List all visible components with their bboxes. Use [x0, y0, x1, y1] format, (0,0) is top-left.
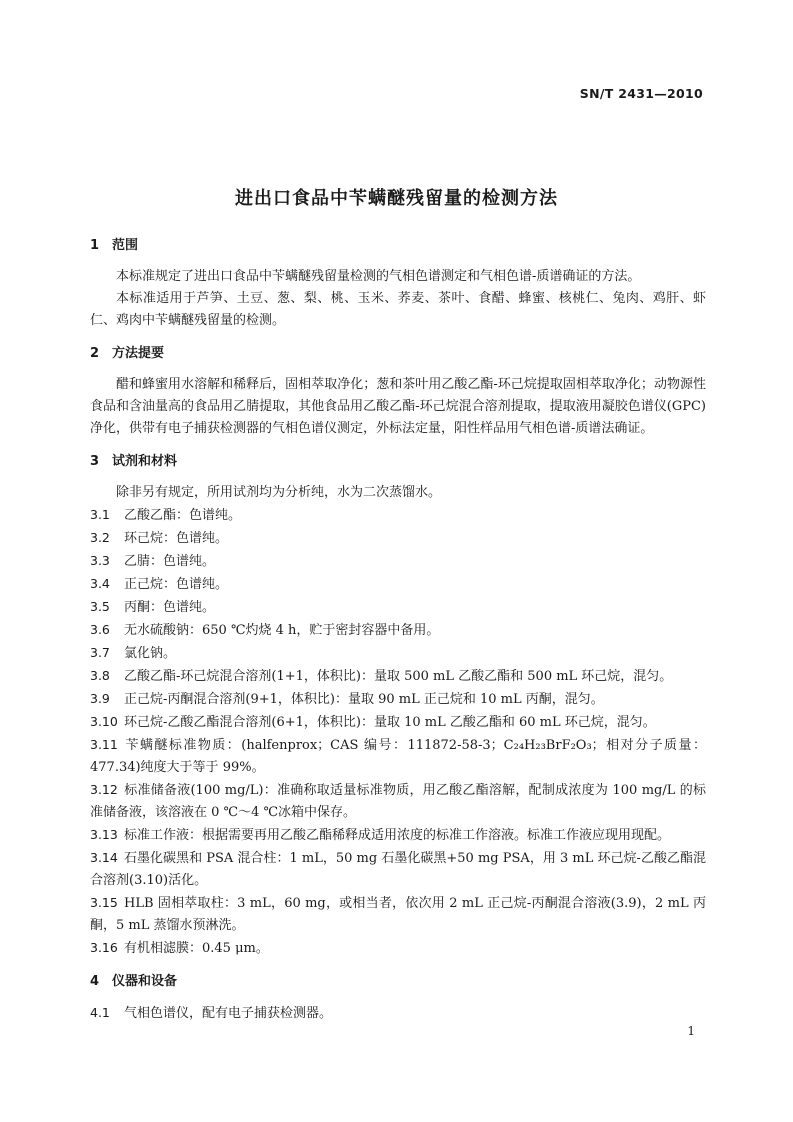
section-number: 4 [90, 974, 100, 989]
item-text: 无水硫酸钠：650 ℃灼烧 4 h，贮于密封容器中备用。 [124, 623, 440, 638]
item-text: 石墨化碳黑和 PSA 混合柱：1 mL，50 mg 石墨化碳黑+50 mg PSA，用 3 mL 环己烷-乙酸乙酯混合溶剂(3.10)活化。 [90, 851, 706, 888]
list-item [90, 779, 706, 824]
section-paragraph: 本标准适用于芦笋、土豆、葱、梨、桃、玉米、荞麦、茶叶、食醋、蜂蜜、核桃仁、兔肉、鸡肝、虾仁、鸡肉中苄螨醚残留量的检测。 [90, 291, 706, 328]
section-title: 方法提要 [112, 346, 165, 361]
item-text: 标准储备液(100 mg/L)：准确称取适量标准物质，用乙酸乙酯溶解，配制成浓度为 100 mg/L 的标准储备液，该溶液在 0 ℃～4 ℃冰箱中保存。 [90, 783, 706, 820]
section-1-heading [90, 236, 706, 256]
item-number: 3.4 [90, 576, 110, 591]
page-number: 1 [687, 1024, 695, 1038]
item-text: 乙酸乙酯-环己烷混合溶剂(1+1，体积比)：量取 500 mL 乙酸乙酯和 500 mL 环己烷，混匀。 [124, 669, 673, 684]
item-number: 3.10 [90, 714, 118, 729]
item-text: HLB 固相萃取柱：3 mL，60 mg，或相当者，依次用 2 mL 正己烷-丙酮混合溶液(3.9)，2 mL 丙酮，5 mL 蒸馏水预淋洗。 [90, 896, 706, 933]
item-number: 3.5 [90, 599, 110, 614]
section-title: 仪器和设备 [112, 974, 178, 989]
item-text: 乙酸乙酯：色谱纯。 [124, 508, 242, 523]
item-number: 3.14 [90, 850, 118, 865]
item-text: 丙酮：色谱纯。 [124, 600, 216, 615]
item-text: 正己烷：色谱纯。 [124, 577, 229, 592]
item-text: 环己烷：色谱纯。 [124, 531, 229, 546]
item-number: 3.9 [90, 691, 110, 706]
list-item [90, 937, 706, 960]
section-number: 3 [90, 454, 100, 469]
item-text: 氯化钠。 [124, 646, 177, 661]
item-number: 3.8 [90, 668, 110, 683]
item-number: 3.2 [90, 530, 110, 545]
list-item [90, 688, 706, 711]
list-item [90, 619, 706, 642]
item-text: 有机相滤膜：0.45 μm。 [124, 941, 269, 956]
list-item [90, 596, 706, 619]
item-number: 3.13 [90, 827, 118, 842]
section-3-heading [90, 452, 706, 472]
section-title: 试剂和材料 [112, 454, 178, 469]
item-number: 4.1 [90, 1005, 110, 1020]
list-item [90, 527, 706, 550]
item-text: 环己烷-乙酸乙酯混合溶剂(6+1，体积比)：量取 10 mL 乙酸乙酯和 60 mL 环己烷，混匀。 [124, 715, 656, 730]
item-text: 标准工作液：根据需要再用乙酸乙酯稀释成适用浓度的标准工作溶液。标准工作液应现用现配。 [124, 828, 671, 843]
section-paragraph: 本标准规定了进出口食品中苄螨醚残留量检测的气相色谱测定和气相色谱-质谱确证的方法。 [116, 269, 641, 284]
item-number: 3.15 [90, 895, 118, 910]
section-paragraph: 醋和蜂蜜用水溶解和稀释后，固相萃取净化；葱和茶叶用乙酸乙酯-环己烷提取固相萃取净化；动物源性食品和含油量高的食品用乙腈提取，其他食品用乙酸乙酯-环己烷混合溶剂提取，提取液用凝胶色谱仪(GPC)净化，供带有电子捕获检测器的气相色谱仪测定，外标法定量，阳性样品用气相色谱-质谱法确证。 [90, 377, 706, 436]
section-intro: 除非另有规定，所用试剂均为分析纯，水为二次蒸馏水。 [116, 485, 442, 500]
item-number: 3.16 [90, 940, 118, 955]
list-item [90, 642, 706, 665]
list-item [90, 847, 706, 892]
reagent-list [90, 504, 706, 960]
list-item [90, 665, 706, 688]
item-text: 气相色谱仪，配有电子捕获检测器。 [124, 1006, 333, 1021]
item-text: 乙腈：色谱纯。 [124, 554, 216, 569]
list-item [90, 711, 706, 734]
item-number: 3.7 [90, 645, 110, 660]
list-item [90, 892, 706, 937]
section-number: 1 [90, 238, 100, 253]
list-item [90, 734, 706, 779]
section-number: 2 [90, 346, 100, 361]
item-number: 3.6 [90, 622, 110, 637]
list-item [90, 504, 706, 527]
document-body [90, 236, 706, 1025]
item-number: 3.12 [90, 782, 118, 797]
list-item [90, 550, 706, 573]
document-title: 进出口食品中苄螨醚残留量的检测方法 [235, 188, 558, 209]
section-2-heading [90, 344, 706, 364]
item-text: 苄螨醚标准物质：(halfenprox；CAS 编号：111872-58-3；C₂₄H₂₃BrF₂O₃；相对分子质量：477.34)纯度大于等于 99%。 [90, 738, 706, 775]
list-item [90, 824, 706, 847]
list-item [90, 573, 706, 596]
section-title: 范围 [112, 238, 139, 253]
section-4-heading [90, 972, 706, 992]
item-number: 3.11 [90, 737, 118, 752]
item-text: 正己烷-丙酮混合溶剂(9+1，体积比)：量取 90 mL 正己烷和 10 mL 丙酮，混匀。 [124, 692, 604, 707]
standard-code: SN/T 2431—2010 [579, 86, 703, 101]
item-number: 3.3 [90, 553, 110, 568]
item-number: 3.1 [90, 507, 110, 522]
list-item [90, 1002, 706, 1025]
